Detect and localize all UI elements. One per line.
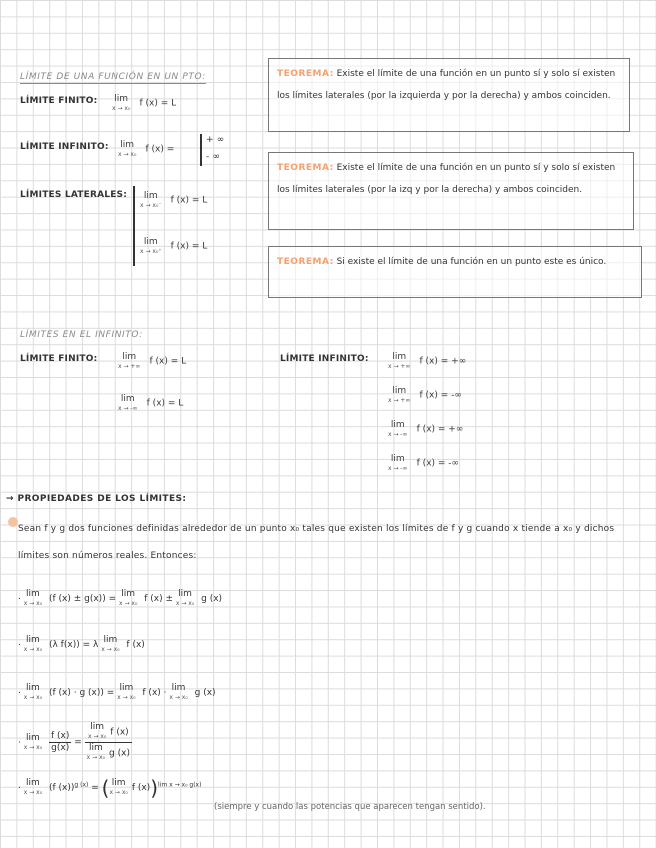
frac-num: f (x): [50, 731, 70, 741]
lim-sub: x → x₀: [175, 600, 195, 607]
theorem-box-2: [268, 152, 634, 230]
infinity-infinite-row-3: [388, 419, 463, 440]
lim-word: lim: [111, 778, 126, 788]
prop-expr: (λ f(x)) = λ: [48, 640, 99, 650]
lim-word: lim: [119, 683, 134, 693]
prop-eq: =: [91, 783, 99, 793]
lim-expr: f (x) = L: [139, 98, 177, 109]
lim-sub: x → x₀: [109, 789, 128, 796]
lim-word: lim: [390, 419, 405, 430]
prop-expr: f (x): [126, 640, 145, 650]
lim-expr: f (x) = L: [170, 195, 208, 206]
lim-word: lim: [390, 453, 405, 464]
theorem-text: Existe el límite de una función en un punto sí y solo sí existen los límites laterales (por la izq y por la derecha) y ambos coinciden.: [277, 163, 616, 195]
lim-word: lim: [120, 139, 135, 150]
prop-expr: (f (x) ± g(x)) =: [48, 594, 117, 604]
lim-sub: x → x₀: [23, 743, 43, 751]
prop-expr: f (x) ±: [144, 594, 174, 604]
infinite-limit-expression: [118, 139, 174, 160]
infinite-limit-label: LÍMITE INFINITO:: [20, 142, 109, 152]
lim-sub: x → x₀⁺: [140, 247, 162, 255]
frac-num-2: f (x): [110, 727, 129, 738]
frac-den: g(x): [51, 743, 70, 753]
lim-sub: x → x₀: [101, 646, 120, 653]
section-title-properties: → PROPIEDADES DE LOS LÍMITES:: [6, 494, 187, 504]
lim-sub: x → x₀: [118, 150, 137, 158]
lim-sub: x → x₀: [169, 694, 188, 701]
prop-expr: f (x): [131, 783, 151, 793]
infinite-bottom-value: - ∞: [206, 152, 221, 162]
prop-expr: g (x): [201, 594, 223, 604]
theorem-text: Existe el límite de una función en un punto sí y solo sí existen los límites laterales (por la izquierda y por la derecha) y ambos coinciden.: [277, 69, 616, 101]
lim-sub: x → x₀: [23, 694, 43, 701]
lim-expr: f (x) = +∞: [419, 356, 467, 367]
left-limit-expression: [140, 190, 207, 211]
prop-expr: (f (x) · g (x)) =: [48, 688, 115, 698]
prop-expr: g (x): [194, 688, 216, 698]
theorem-tag: TEOREMA:: [277, 257, 334, 267]
lim-word: lim: [26, 732, 40, 743]
theorem-text: Si existe el límite de una función en un punto este es único.: [336, 257, 607, 267]
lim-word: lim: [103, 635, 118, 645]
lim-word: lim: [122, 351, 137, 362]
lim-sub: x → -∞: [118, 404, 138, 412]
prop-eq: =: [74, 737, 82, 748]
lim-word: lim: [158, 781, 168, 789]
property-sum: · lim x → x₀ (f (x) ± g(x)) = lim x → x₀ f (x) ± lim x → x₀ g (x): [18, 589, 223, 607]
properties-intro: Sean f y g dos funciones definidas alrededor de un punto x₀ tales que existen los límites de f y g cuando x tiende a x₀ y dichos límites son números reales. Entonces:: [18, 524, 615, 561]
lim-sub: x → x₀: [23, 646, 43, 653]
infinity-finite-label: LÍMITE FINITO:: [20, 354, 98, 364]
lim-sub: x → x₀: [112, 104, 131, 112]
infinity-infinite-row-1: [388, 351, 466, 372]
lim-word: lim: [26, 589, 40, 599]
lim-sub: x → x₀⁻: [140, 201, 162, 209]
lim-expr: f (x) = +∞: [416, 424, 464, 435]
lim-word: lim: [121, 589, 136, 599]
lim-sub: x → +∞: [388, 362, 411, 370]
infinity-infinite-row-4: [388, 453, 459, 474]
lim-word: lim: [26, 683, 40, 693]
theorem-box-3: [268, 246, 642, 298]
theorem-box-1: [268, 58, 630, 132]
property-scalar: · lim x → x₀ (λ f(x)) = λ lim x → x₀ f (x): [18, 635, 145, 653]
property-power: · lim x → x₀ (f (x))$^{g (x)}$ = ( lim x → x₀ f (x))$^{lim x \to x_0 g(x)}$: [18, 776, 202, 800]
lim-expr: f (x) = L: [146, 398, 184, 409]
infinity-infinite-label: LÍMITE INFINITO:: [280, 354, 369, 364]
finite-limit-label: LÍMITE FINITO:: [20, 96, 98, 106]
lim-word: lim: [392, 385, 407, 396]
prop-expr: (f (x)): [48, 783, 75, 793]
theorem-tag: TEOREMA:: [277, 163, 334, 173]
infinity-finite-row-1: [118, 351, 186, 372]
frac-den-2: g (x): [109, 748, 130, 759]
properties-note: (siempre y cuando las potencias que aparecen tengan sentido).: [214, 802, 486, 812]
lim-word: lim: [88, 743, 103, 753]
right-limit-expression: [140, 236, 207, 257]
lim-sub: x → x₀: [23, 789, 43, 796]
lim-word: lim: [114, 93, 129, 104]
lim-sub: x → -∞: [388, 464, 408, 472]
property-product: · lim x → x₀ (f (x) · g (x)) = lim x → x₀ f (x) · lim x → x₀ g (x): [18, 683, 216, 701]
lim-word: lim: [178, 589, 192, 599]
highlight-dot-icon: [8, 517, 18, 527]
lim-sub: x → x₀: [169, 781, 188, 789]
lim-word: lim: [171, 683, 186, 693]
infinity-finite-row-2: [118, 393, 183, 414]
theorem-tag: TEOREMA:: [277, 69, 334, 79]
lateral-limits-label: LÍMITES LATERALES:: [20, 190, 128, 200]
property-quotient: · lim x → x₀ $\frac{f (x)}{g(x)}$ = lim x → x₀ f (x) lim x → x₀ g (x): [18, 722, 130, 761]
lateral-bar: [133, 186, 135, 266]
prop-expr: f (x) ·: [142, 688, 167, 698]
prop-exponent: g (x): [74, 781, 89, 789]
finite-limit-expression: [112, 93, 176, 114]
lim-word: lim: [392, 351, 407, 362]
lim-sub: x → +∞: [118, 362, 141, 370]
lim-word: lim: [90, 722, 104, 732]
lim-expr: f (x) = L: [149, 356, 187, 367]
lim-sub: x → +∞: [388, 396, 411, 404]
section-title-limit-at-point: LÍMITE DE UNA FUNCIÓN EN UN PTO:: [20, 72, 206, 82]
brace-bar: [200, 134, 202, 166]
infinity-infinite-row-2: [388, 385, 462, 406]
lim-expr: f (x) = -∞: [419, 390, 462, 401]
lim-sub: x → x₀: [87, 733, 107, 740]
lim-expr: f (x) = L: [170, 241, 208, 252]
lim-expr: f (x) =: [145, 144, 175, 155]
infinite-top-value: + ∞: [206, 135, 225, 145]
lim-word: lim: [143, 236, 158, 247]
lim-sub: x → x₀: [86, 754, 106, 761]
lim-sub: x → -∞: [388, 430, 408, 438]
lim-word: lim: [26, 778, 40, 788]
prop-outer-exponent: g(x): [189, 781, 202, 789]
lim-expr: f (x) = -∞: [416, 458, 460, 469]
lim-word: lim: [120, 393, 135, 404]
section-title-limits-at-infinity: LÍMITES EN EL INFINITO:: [20, 330, 143, 340]
lim-sub: x → x₀: [119, 600, 138, 607]
lim-sub: x → x₀: [117, 694, 136, 701]
lim-sub: x → x₀: [23, 600, 43, 607]
lim-word: lim: [143, 190, 158, 201]
lim-word: lim: [26, 635, 40, 645]
